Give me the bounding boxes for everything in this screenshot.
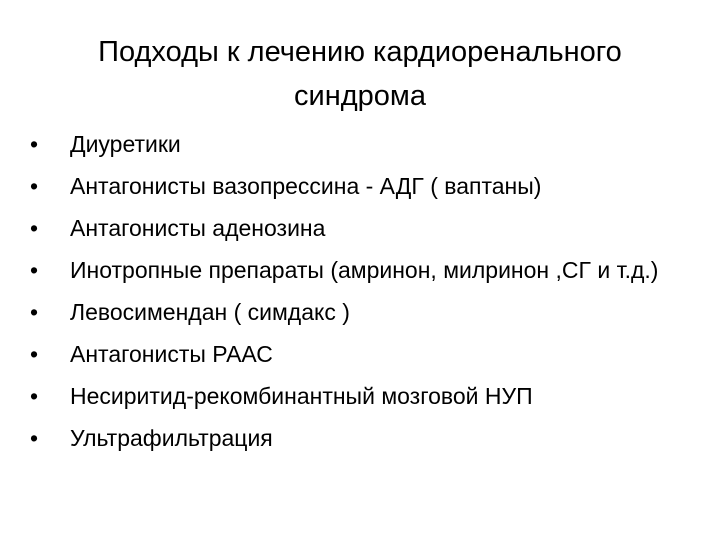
list-item [30,381,690,412]
bullet-icon: • [30,257,39,283]
bullet-list [30,129,690,465]
list-item [30,171,690,202]
slide-title-line-2: синдрома [294,80,426,112]
list-item-text: Антагонисты РААС [70,341,273,367]
bullet-icon: • [30,173,39,199]
bullet-icon: • [30,299,39,325]
list-item-text: Антагонисты вазопрессина - АДГ ( ваптаны) [70,173,542,199]
list-item [30,129,690,160]
list-item [30,423,690,454]
list-item-text: Диуретики [70,131,181,157]
slide-title [60,30,660,118]
list-item-text: Инотропные препараты (амринон, милринон ,СГ и т.д.) [70,257,659,283]
bullet-icon: • [30,215,39,241]
list-item [30,255,690,286]
slide-title-line-1: Подходы к лечению кардиоренального [98,36,622,68]
list-item-text: Несиритид-рекомбинантный мозговой НУП [70,383,533,409]
list-item [30,297,690,328]
list-item [30,339,690,370]
bullet-icon: • [30,425,39,451]
bullet-icon: • [30,383,39,409]
bullet-icon: • [30,341,39,367]
list-item-text: Антагонисты аденозина [70,215,326,241]
list-item-text: Ультрафильтрация [70,425,273,451]
list-item-text: Левосимендан ( симдакс ) [70,299,350,325]
bullet-icon: • [30,131,39,157]
list-item [30,213,690,244]
